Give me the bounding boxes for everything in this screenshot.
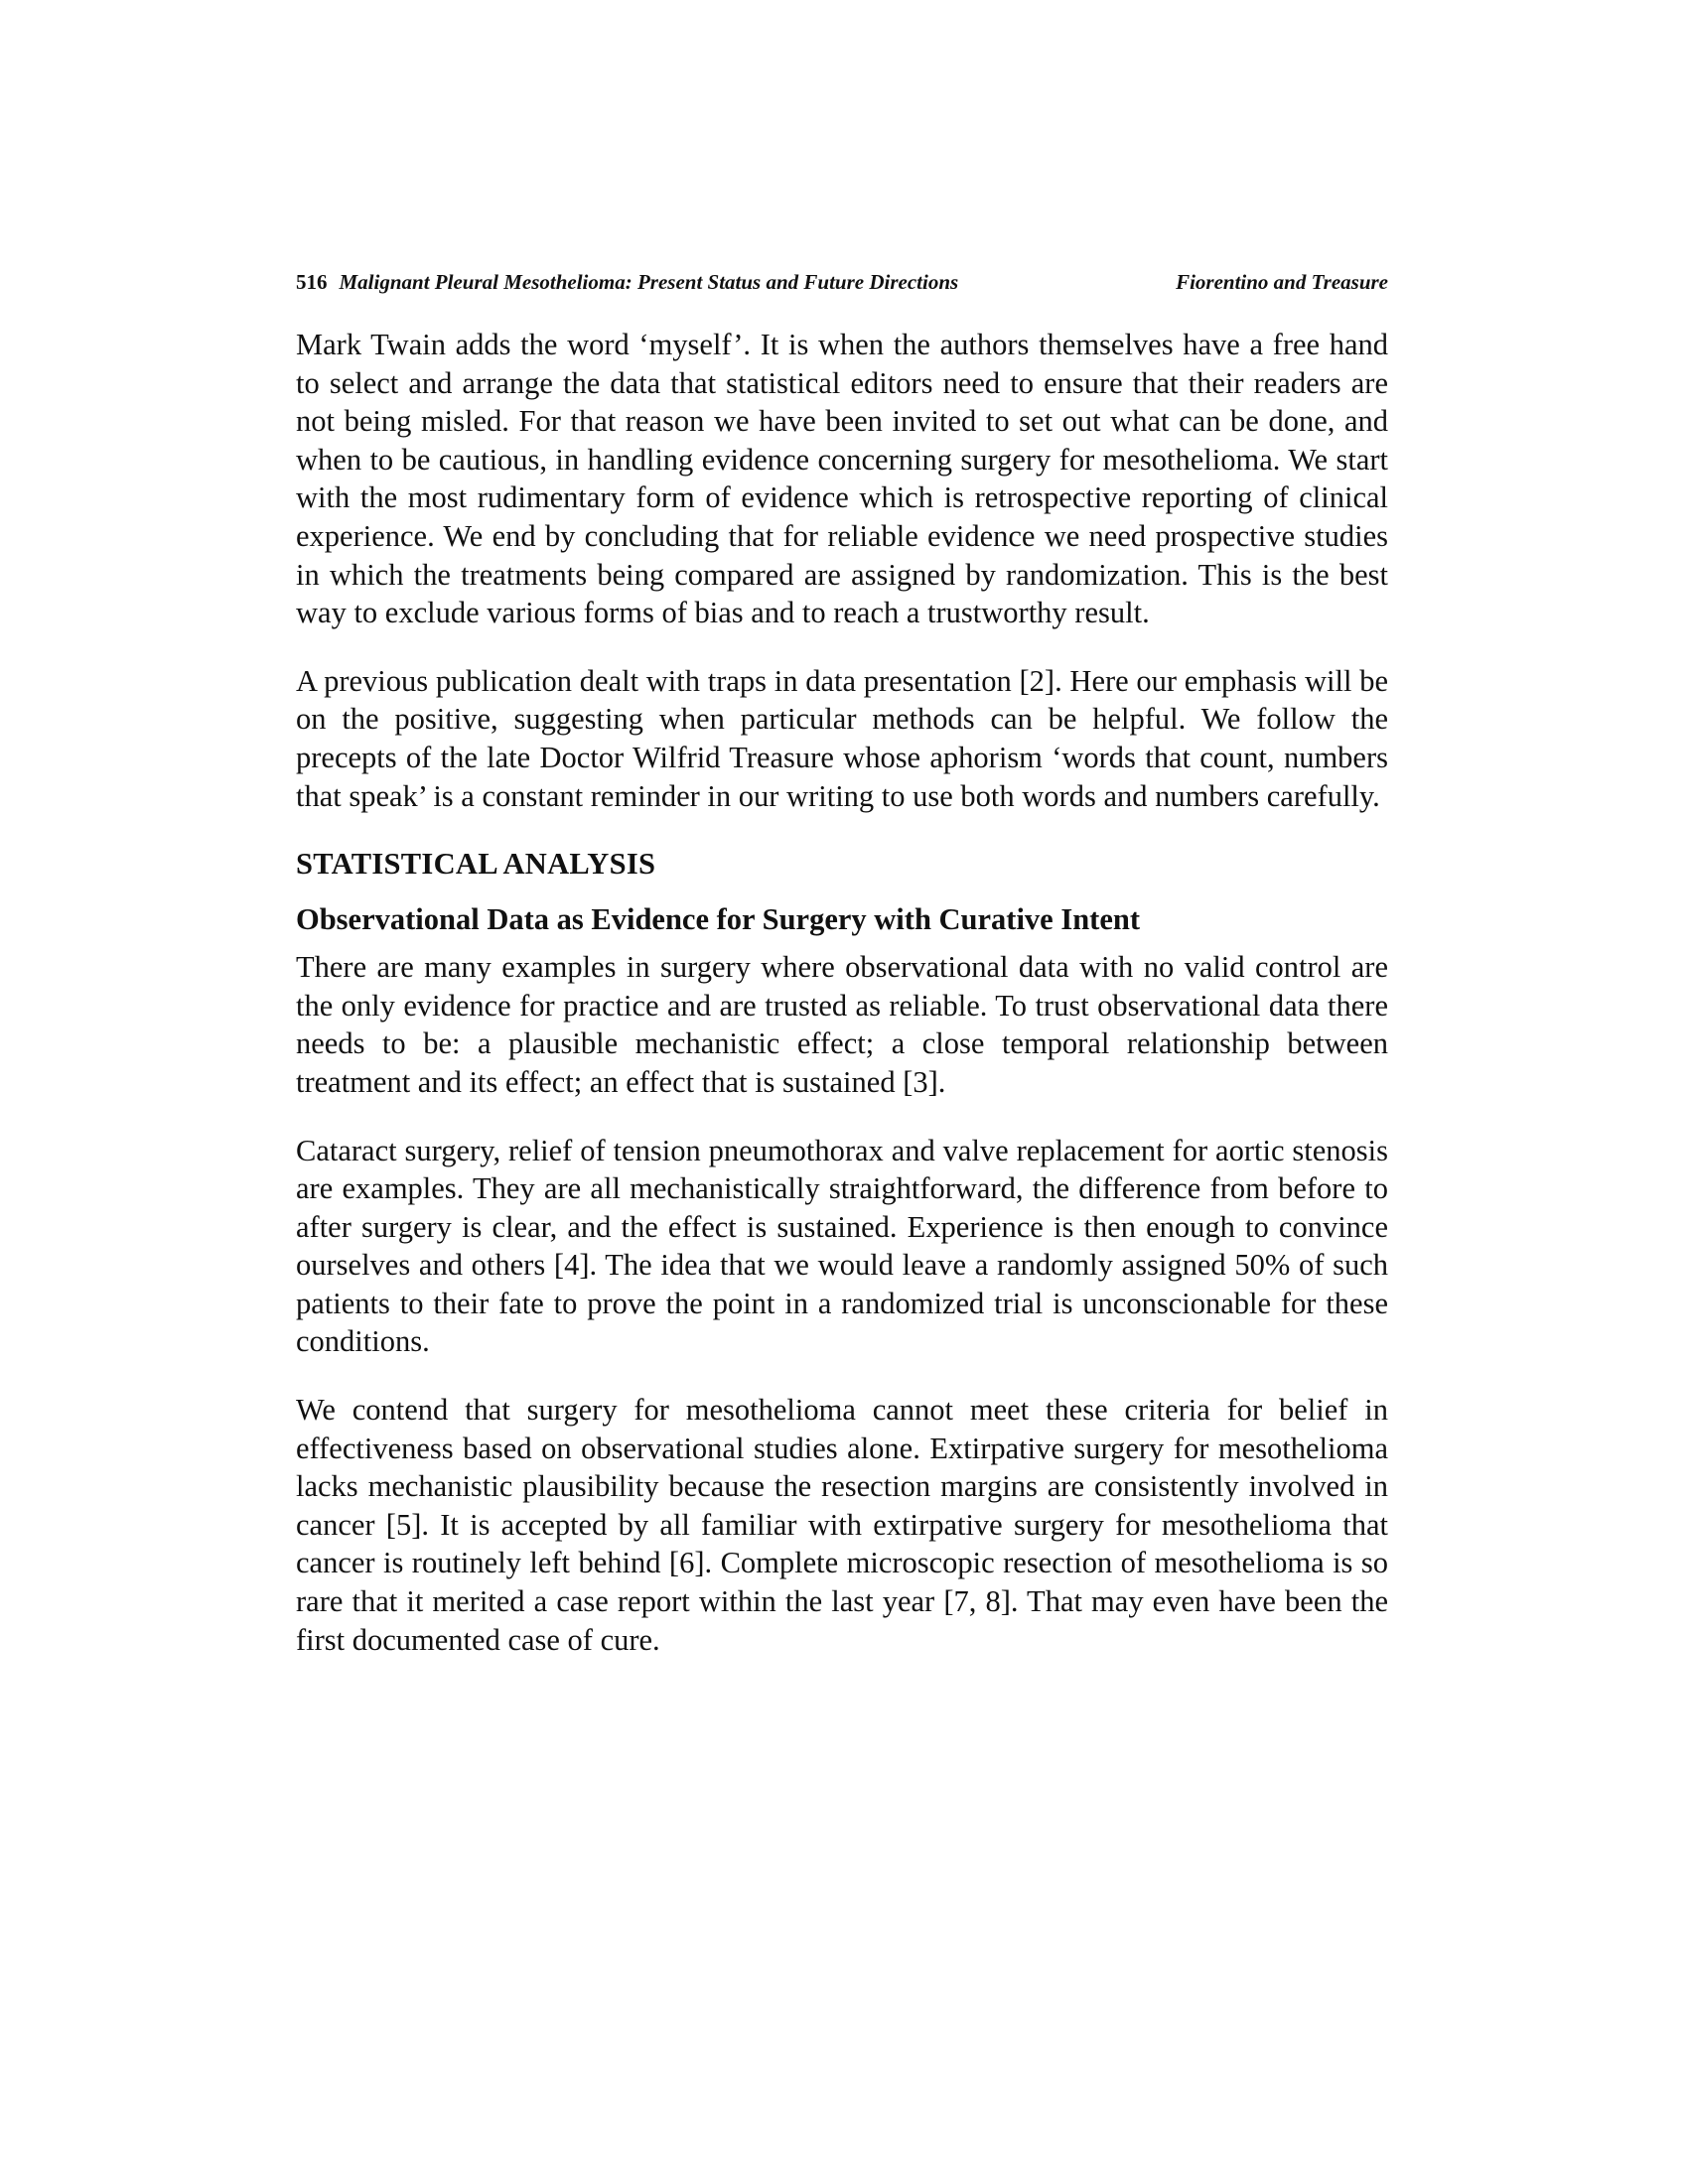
- paragraph: Cataract surgery, relief of tension pneumothorax and valve replacement for aortic stenosis are examples. They are all mechanistically straightforward, the difference from before to after surgery is clear, and the effect is sustained. Experience is then enough to convince ourselves and others [4]. The idea that we would leave a randomly assigned 50% of such patients to their fate to prove the point in a randomized trial is unconscionable for these conditions.: [296, 1133, 1388, 1359]
- running-head-authors: Fiorentino and Treasure: [1176, 270, 1388, 294]
- paragraph: We contend that surgery for mesothelioma cannot meet these criteria for belief in effectiveness based on observational studies alone. Extirpative surgery for mesothelioma lacks mechanistic plausibility because the resection margins are consistently involved in cancer [5]. It is accepted by all familiar with extirpative surgery for mesothelioma that cancer is routinely left behind [6]. Complete microscopic resection of mesothelioma is so rare that it merited a case report within the last year [7, 8]. That may even have been the first documented case of cure.: [296, 1393, 1388, 1657]
- book-title: Malignant Pleural Mesothelioma: Present Status and Future Directions: [339, 270, 959, 294]
- page-number: 516: [296, 270, 328, 294]
- paragraph: A previous publication dealt with traps in data presentation [2]. Here our emphasis will be on the positive, suggesting when particular methods can be helpful. We follow the precepts of the late Doctor Wilfrid Treasure whose aphorism ‘words that count, numbers that speak’ is a constant reminder in our writing to use both words and numbers carefully.: [296, 663, 1388, 813]
- paragraph: Mark Twain adds the word ‘myself’. It is when the authors themselves have a free hand to select and arrange the data that statistical editors need to ensure that their readers are not being misled. For that reason we have been invited to set out what can be done, and when to be cautious, in handling evidence concerning surgery for mesothelioma. We start with the most rudimentary form of evidence which is retrospective reporting of clinical experience. We end by concluding that for reliable evidence we need prospective studies in which the treatments being compared are assigned by randomization. This is the best way to exclude various forms of bias and to reach a trustworthy result.: [296, 328, 1388, 630]
- section-heading: STATISTICAL ANALYSIS: [296, 847, 656, 882]
- running-head-left: [296, 270, 958, 295]
- page-body: [296, 326, 1388, 1689]
- paragraph: There are many examples in surgery where observational data with no valid control are the only evidence for practice and are trusted as reliable. To trust observational data there needs to be: a plausible mechanistic effect; a close temporal relationship between treatment and its effect; an effect that is sustained [3].: [296, 950, 1388, 1099]
- subsection-heading: Observational Data as Evidence for Surgery with Curative Intent: [296, 902, 1140, 937]
- running-head: [296, 270, 1388, 295]
